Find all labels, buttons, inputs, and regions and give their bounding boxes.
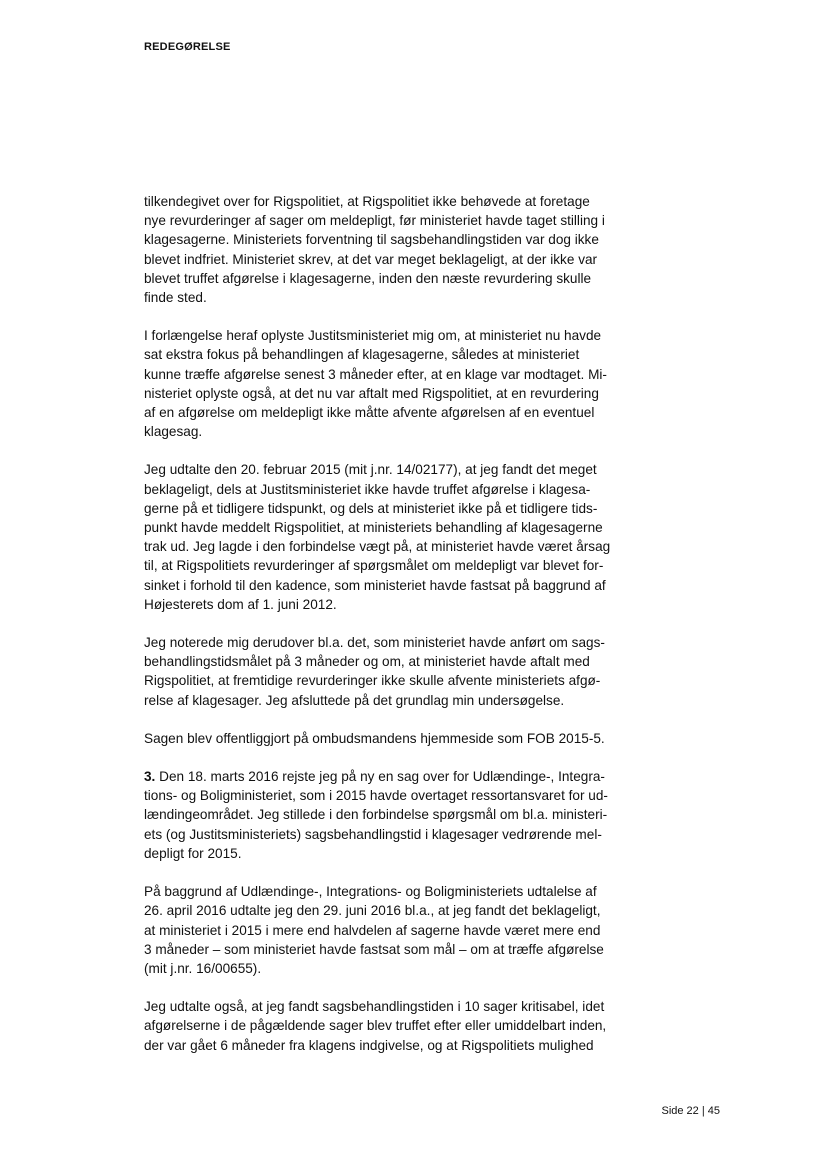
document-header-label: REDEGØRELSE (144, 41, 231, 53)
text-line: Sagen blev offentliggjort på ombudsmandens hjemmeside som FOB 2015-5. (144, 730, 605, 746)
text-line: 3 måneder – som ministeriet havde fastsat som mål – om at træffe afgørelse (144, 941, 604, 957)
text-line: blevet truffet afgørelse i klagesagerne, inden den næste revurdering skulle (144, 270, 592, 286)
paragraph-7 (144, 882, 720, 978)
text-line: beklageligt, dels at Justitsministeriet ikke havde truffet afgørelse i klagesa- (144, 481, 591, 497)
text-line: depligt for 2015. (144, 845, 242, 861)
page-number: Side 22 | 45 (661, 1105, 720, 1117)
text-line: gerne på et tidligere tidspunkt, og dels at ministeriet ikke på et tidligere tids- (144, 500, 598, 516)
text-line: tions- og Boligministeriet, som i 2015 havde overtaget ressortansvaret for ud- (144, 788, 608, 804)
text-line: relse af klagesager. Jeg afsluttede på det grundlag min undersøgelse. (144, 692, 565, 708)
paragraph-4 (144, 633, 720, 710)
text-line: På baggrund af Udlændinge-, Integrations- og Boligministeriets udtalelse af (144, 884, 597, 900)
paragraph-3 (144, 460, 720, 614)
text-line: ets (og Justitsministeriets) sagsbehandlingstid i klagesager vedrørende mel- (144, 826, 602, 842)
text-line: (mit j.nr. 16/00655). (144, 960, 262, 976)
text-line: til, at Rigspolitiets revurderinger af spørgsmålet om meldepligt var blevet for- (144, 558, 604, 574)
text-line: trak ud. Jeg lagde i den forbindelse vægt på, at ministeriet havde været årsag (144, 539, 611, 555)
text-line: sinket i forhold til den kadence, som ministeriet havde fastsat på baggrund af (144, 577, 606, 593)
text-line: behandlingstidsmålet på 3 måneder og om, at ministeriet havde aftalt med (144, 654, 590, 670)
paragraph-5 (144, 729, 720, 748)
text-line (144, 767, 720, 786)
text-line: Rigspolitiet, at fremtidige revurderinger ikke skulle afvente ministeriets afgø- (144, 673, 601, 689)
text-line: Jeg noterede mig derudover bl.a. det, som ministeriet havde anført om sags- (144, 635, 605, 651)
text-line: sat ekstra fokus på behandlingen af klagesagerne, således at ministeriet (144, 347, 580, 363)
text-line: tilkendegivet over for Rigspolitiet, at Rigspolitiet ikke behøvede at foretage (144, 194, 590, 209)
text-line: Jeg udtalte den 20. februar 2015 (mit j.nr. 14/02177), at jeg fandt det meget (144, 462, 597, 478)
paragraph-6 (144, 767, 720, 863)
text-line: Højesterets dom af 1. juni 2012. (144, 596, 337, 612)
paragraph-1 (144, 192, 720, 307)
text-line: lændingeområdet. Jeg stillede i den forbindelse spørgsmål om bl.a. ministeri- (144, 807, 608, 823)
text-line: I forlængelse heraf oplyste Justitsministeriet mig om, at ministeriet nu havde (144, 328, 602, 344)
text-line: blevet indfriet. Ministeriet skrev, at det var meget beklageligt, at der ikke var (144, 251, 598, 267)
text-line: punkt havde meddelt Rigspolitiet, at ministeriets behandling af klagesagerne (144, 520, 603, 536)
document-body (144, 192, 720, 1074)
text-line: der var gået 6 måneder fra klagens indgivelse, og at Rigspolitiets mulighed (144, 1037, 594, 1053)
text-line: klagesagerne. Ministeriets forventning til sagsbehandlingstiden var dog ikke (144, 232, 599, 248)
text-line: at ministeriet i 2015 i mere end halvdelen af sagerne havde været mere end (144, 922, 601, 938)
text-line: nye revurderinger af sager om meldepligt, før ministeriet havde taget stilling i (144, 213, 605, 229)
paragraph-2 (144, 326, 720, 441)
text-line: af en afgørelse om meldepligt ikke måtte afvente afgørelsen af en eventuel (144, 405, 595, 421)
text-line: 26. april 2016 udtalte jeg den 29. juni 2016 bl.a., at jeg fandt det beklageligt, (144, 903, 601, 919)
text-line: klagesag. (144, 424, 203, 440)
text-line: afgørelserne i de pågældende sager blev truffet efter eller umiddelbart inden, (144, 1018, 607, 1034)
section-number: 3. (144, 769, 156, 785)
text-line: kunne træffe afgørelse senest 3 måneder efter, at en klage var modtaget. Mi- (144, 366, 607, 382)
paragraph-8 (144, 997, 720, 1055)
text-line: finde sted. (144, 290, 207, 306)
text-line: Jeg udtalte også, at jeg fandt sagsbehandlingstiden i 10 sager kritisabel, idet (144, 999, 605, 1015)
text-line: nisteriet oplyste også, at det nu var aftalt med Rigspolitiet, at en revurdering (144, 385, 599, 401)
text-segment: Den 18. marts 2016 rejste jeg på ny en sag over for Udlændinge-, Integra- (155, 769, 605, 785)
